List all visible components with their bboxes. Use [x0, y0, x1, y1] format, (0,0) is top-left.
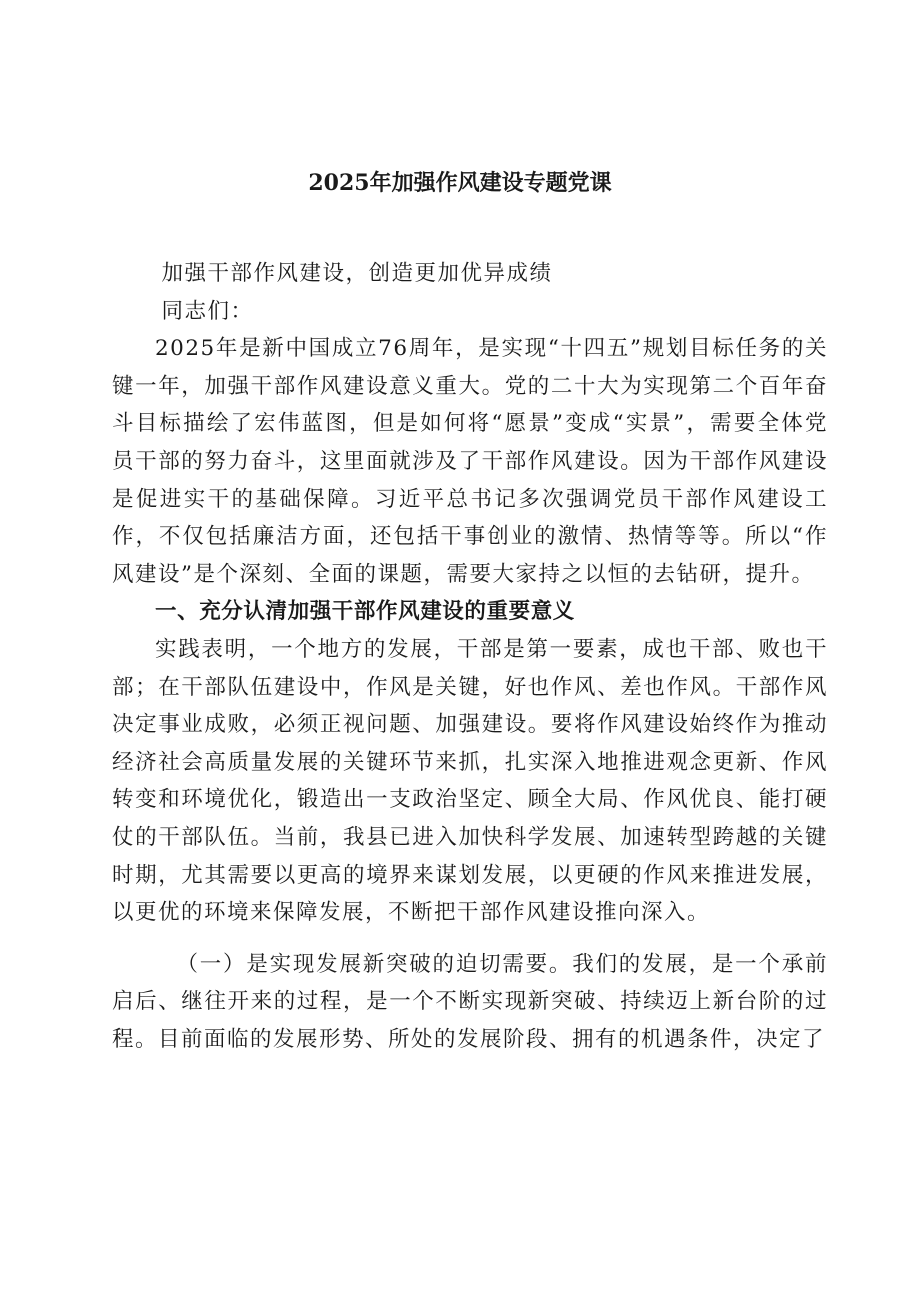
document-title: 2025年加强作风建设专题党课: [308, 170, 612, 196]
document-body: [112, 255, 828, 1058]
section-1-paragraph: 实践表明，一个地方的发展，干部是第一要素，成也干部、败也干部；在干部队伍建设中，作风是关键，好也作风、差也作风。干部作风决定事业成败，必须正视问题、加强建设。要将作风建设始终作为推动经济社会高质量发展的关键环节来抓，扎实深入地推进观念更新、作风转变和环境优化，锻造出一支政治坚定、顾全大局、作风优良、能打硬仗的干部队伍。当前，我县已进入加快科学发展、加速转型跨越的关键时期，尤其需要以更高的境界来谋划发展，以更硬的作风来推进发展，以更优的环境来保障发展，不断把干部作风建设推向深入。: [112, 636, 828, 926]
intro-paragraph: 2025年是新中国成立76周年，是实现“十四五”规划目标任务的关键一年，加强干部作风建设意义重大。党的二十大为实现第二个百年奋斗目标描绘了宏伟蓝图，但是如何将“愿景”变成“实景”，需要全体党员干部的努力奋斗，这里面就涉及了干部作风建设。因为干部作风建设是促进实干的基础保障。习近平总书记多次强调党员干部作风建设工作，不仅包括廉洁方面，还包括干事创业的激情、热情等等。所以“作风建设”是个深刻、全面的课题，需要大家持之以恒的去钻研，提升。: [112, 336, 829, 587]
section-heading-1: 一、充分认清加强干部作风建设的重要意义: [155, 599, 575, 625]
document-subtitle: 加强干部作风建设，创造更加优异成绩: [161, 261, 553, 286]
salutation: 同志们：: [161, 298, 254, 324]
subsection-1-paragraph: （一）是实现发展新突破的迫切需要。我们的发展，是一个承前启后、继往开来的过程，是一个不断实现新突破、持续迈上新台阶的过程。目前面临的发展形势、所处的发展阶段、拥有的机遇条件，决定了: [112, 951, 828, 1052]
